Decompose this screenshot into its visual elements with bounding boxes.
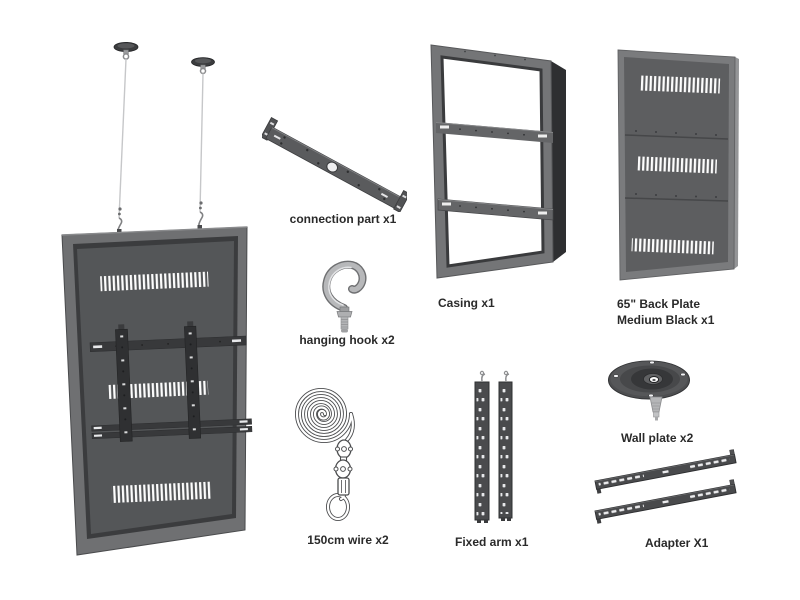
suspension-wire — [198, 74, 204, 231]
wire-label: 150cm wire x2 — [307, 533, 389, 547]
suspension-wire — [117, 59, 126, 234]
casing-icon — [420, 36, 570, 286]
main-assembly-illustration — [40, 28, 270, 573]
adapter-rail — [594, 449, 737, 493]
back-plate-label-line1: 65" Back Plate — [617, 297, 701, 311]
back-plate-label — [617, 296, 714, 328]
wire-coil-icon — [288, 383, 363, 528]
hanging-hook-label: hanging hook x2 — [299, 333, 395, 347]
ceiling-plate-icon — [192, 58, 215, 74]
wall-plate-icon — [603, 352, 703, 430]
hanging-hook-icon — [322, 258, 368, 336]
back-plate-icon — [608, 40, 753, 290]
adapter-icon — [583, 448, 753, 528]
fixed-arm-label: Fixed arm x1 — [455, 535, 529, 549]
vent-strip — [640, 75, 721, 93]
ceiling-plate-icon — [114, 42, 138, 59]
display-panel — [62, 227, 255, 555]
wire-clamp — [334, 440, 353, 495]
back-plate-label-line2: Medium Black x1 — [617, 313, 715, 327]
connection-part-label: connection part x1 — [289, 212, 397, 226]
fixed-arm-icon — [462, 368, 522, 528]
connection-part-icon — [262, 112, 407, 212]
casing-label: Casing x1 — [438, 296, 495, 310]
adapter-label: Adapter X1 — [645, 536, 709, 550]
wall-plate-label: Wall plate x2 — [621, 431, 694, 445]
